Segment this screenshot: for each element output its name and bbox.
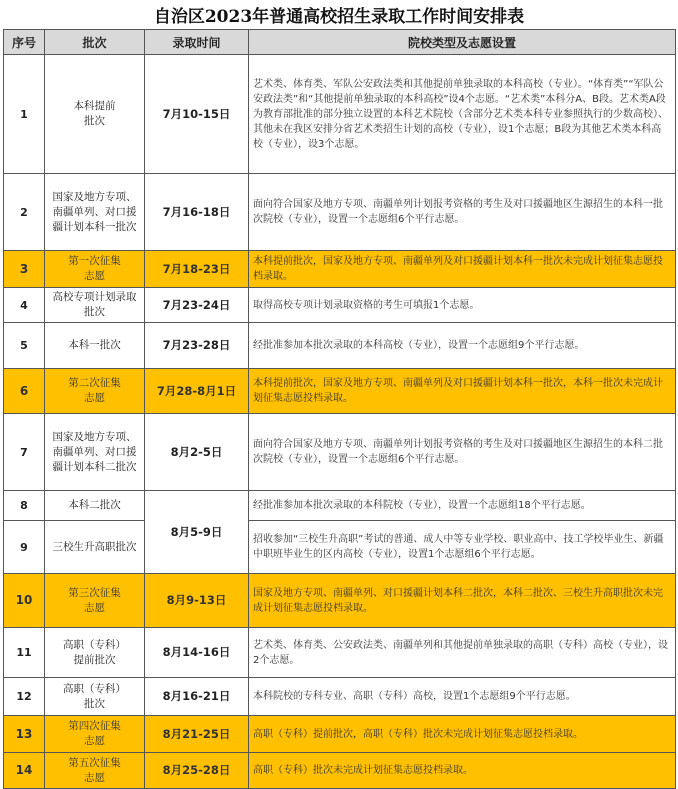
row-desc: 艺术类、体育类、军队公安政法类和其他提前单独录取的本科高校（专业）。“体育类”“军队公安政法类”和“其他提前单独录取的本科高校”设4个志愿。“艺术类”本科分A、B段。艺术类A段为教育部批准的部分独立设置的本科艺术院校（含部分艺术类本科专业参照执行的少数高校）、其他未在我区安排分省艺术类招生计划的高校（专业），设1个志愿；B段为其他艺术类本科高校（专业），设3个志愿。 <box>249 55 676 174</box>
row-batch: 国家及地方专项、南疆单列、对口援疆计划本科一批次 <box>45 174 145 251</box>
schedule-table <box>3 29 676 789</box>
row-no: 11 <box>4 628 45 678</box>
row-desc: 招收参加“三校生升高职”考试的普通、成人中等专业学校、职业高中、技工学校毕业生、新疆中职班毕业生的区内高校（专业），设置1个志愿组6个平行志愿。 <box>249 521 676 574</box>
table-row <box>4 628 676 678</box>
row-batch: 高校专项计划录取批次 <box>45 288 145 323</box>
row-desc: 本科提前批次，国家及地方专项、南疆单列及对口援疆计划本科一批次，本科一批次未完成计划征集志愿投档录取。 <box>249 369 676 414</box>
header-time: 录取时间 <box>145 30 249 55</box>
table-row <box>4 414 676 491</box>
table-row <box>4 323 676 369</box>
header-row <box>4 30 676 55</box>
row-batch: 本科提前 批次 <box>45 55 145 174</box>
table-row <box>4 251 676 288</box>
row-no: 5 <box>4 323 45 369</box>
row-batch: 第五次征集 志愿 <box>45 753 145 789</box>
row-no: 13 <box>4 716 45 753</box>
row-no: 12 <box>4 678 45 716</box>
row-time: 7月28-8月1日 <box>145 369 249 414</box>
row-time: 8月21-25日 <box>145 716 249 753</box>
row-desc: 国家及地方专项、南疆单列、对口援疆计划本科二批次，本科二批次、三校生升高职批次未完成计划征集志愿投档录取。 <box>249 574 676 628</box>
table-row <box>4 369 676 414</box>
table-row <box>4 678 676 716</box>
row-batch: 第四次征集 志愿 <box>45 716 145 753</box>
row-batch: 国家及地方专项、南疆单列、对口援疆计划本科二批次 <box>45 414 145 491</box>
row-time: 7月23-28日 <box>145 323 249 369</box>
row-desc: 高职（专科）提前批次，高职（专科）批次未完成计划征集志愿投档录取。 <box>249 716 676 753</box>
row-time: 8月16-21日 <box>145 678 249 716</box>
page-title: 自治区2023年普通高校招生录取工作时间安排表 <box>153 6 525 27</box>
row-desc: 面向符合国家及地方专项、南疆单列计划报考资格的考生及对口援疆地区生源招生的本科二批次院校（专业），设置一个志愿组6个平行志愿。 <box>249 414 676 491</box>
row-no: 14 <box>4 753 45 789</box>
row-batch: 三校生升高职批次 <box>45 521 145 574</box>
row-time: 7月16-18日 <box>145 174 249 251</box>
row-desc: 面向符合国家及地方专项、南疆单列计划报考资格的考生及对口援疆地区生源招生的本科一批次院校（专业），设置一个志愿组6个平行志愿。 <box>249 174 676 251</box>
row-desc: 高职（专科）批次未完成计划征集志愿投档录取。 <box>249 753 676 789</box>
table-row <box>4 491 676 521</box>
row-no: 3 <box>4 251 45 288</box>
row-batch: 第三次征集 志愿 <box>45 574 145 628</box>
table-row <box>4 174 676 251</box>
table-row <box>4 288 676 323</box>
row-desc: 经批准参加本批次录取的本科高校（专业），设置一个志愿组9个平行志愿。 <box>249 323 676 369</box>
table-row <box>4 574 676 628</box>
row-time: 7月23-24日 <box>145 288 249 323</box>
row-no: 8 <box>4 491 45 521</box>
row-no: 4 <box>4 288 45 323</box>
row-desc: 本科提前批次，国家及地方专项、南疆单列及对口援疆计划本科一批次未完成计划征集志愿投档录取。 <box>249 251 676 288</box>
row-time: 8月9-13日 <box>145 574 249 628</box>
row-no: 10 <box>4 574 45 628</box>
table-row <box>4 716 676 753</box>
row-time: 8月25-28日 <box>145 753 249 789</box>
row-no: 1 <box>4 55 45 174</box>
header-batch: 批次 <box>45 30 145 55</box>
header-desc: 院校类型及志愿设置 <box>249 30 676 55</box>
row-batch: 本科一批次 <box>45 323 145 369</box>
row-time: 8月2-5日 <box>145 414 249 491</box>
row-batch: 高职（专科） 提前批次 <box>45 628 145 678</box>
row-time: 8月14-16日 <box>145 628 249 678</box>
row-batch: 本科二批次 <box>45 491 145 521</box>
table-row <box>4 521 676 574</box>
row-no: 9 <box>4 521 45 574</box>
row-desc: 本科院校的专科专业、高职（专科）高校，设置1个志愿组9个平行志愿。 <box>249 678 676 716</box>
row-batch: 第二次征集 志愿 <box>45 369 145 414</box>
row-time: 8月5-9日 <box>145 491 249 574</box>
row-no: 6 <box>4 369 45 414</box>
header-no: 序号 <box>4 30 45 55</box>
table-row <box>4 55 676 174</box>
row-batch: 高职（专科） 批次 <box>45 678 145 716</box>
row-batch: 第一次征集 志愿 <box>45 251 145 288</box>
table-row <box>4 753 676 789</box>
row-no: 7 <box>4 414 45 491</box>
row-time: 7月10-15日 <box>145 55 249 174</box>
row-desc: 取得高校专项计划录取资格的考生可填报1个志愿。 <box>249 288 676 323</box>
row-desc: 艺术类、体育类、公安政法类、南疆单列和其他提前单独录取的高职（专科）高校（专业），设2个志愿。 <box>249 628 676 678</box>
row-no: 2 <box>4 174 45 251</box>
row-desc: 经批准参加本批次录取的本科院校（专业），设置一个志愿组18个平行志愿。 <box>249 491 676 521</box>
row-time: 7月18-23日 <box>145 251 249 288</box>
